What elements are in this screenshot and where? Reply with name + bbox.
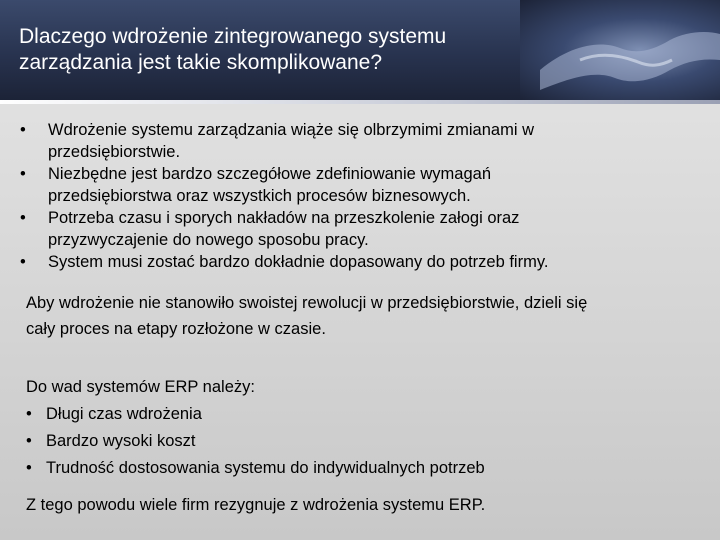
disadvantages-heading [26,374,696,400]
handshake-icon [520,0,720,100]
list-item [26,428,485,455]
paragraph-line: cały proces na etapy rozłożone w czasie. [26,320,326,338]
list-item-text: przyzwyczajenie do nowego sposobu pracy. [48,231,369,249]
list-item-text: Potrzeba czasu i sporych nakładów na przeszkolenie załogi oraz [48,209,520,227]
list-item-text: przedsiębiorstwa oraz wszystkich procesów biznesowych. [48,187,471,205]
list-item-text: Trudność dostosowania systemu do indywidualnych potrzeb [46,459,485,477]
slide-content [0,104,720,540]
list-item-text: Wdrożenie systemu zarządzania wiąże się olbrzymimi zmianami w [48,121,534,139]
conclusion-text: Z tego powodu wiele firm rezygnuje z wdrożenia systemu ERP. [26,496,486,514]
list-item [20,251,690,273]
bullet-icon: • [20,209,26,227]
list-item-text: przedsiębiorstwie. [48,143,181,161]
disadvantages-list [26,401,485,482]
title-line-2: zarządzania jest takie skomplikowane? [19,51,383,74]
handshake-photo [520,0,720,100]
list-item-text: Bardzo wysoki koszt [46,432,196,450]
bullet-icon: • [26,432,32,450]
bullet-icon: • [20,121,26,139]
reasons-list [20,119,690,273]
bullet-icon: • [26,459,32,477]
bullet-icon: • [26,405,32,423]
process-paragraph [26,290,696,342]
list-item [20,207,690,251]
list-item-text: Niezbędne jest bardzo szczegółowe zdefiniowanie wymagań [48,165,492,183]
paragraph-line: Aby wdrożenie nie stanowiło swoistej rewolucji w przedsiębiorstwie, dzieli się [26,294,588,312]
list-item [26,401,485,428]
bullet-icon: • [20,165,26,183]
list-item [20,119,690,163]
list-item [26,455,485,482]
slide-title [19,24,539,76]
title-banner [0,0,720,100]
list-item-text: Długi czas wdrożenia [46,405,202,423]
list-item [20,163,690,207]
title-line-1: Dlaczego wdrożenie zintegrowanego systemu [19,25,447,48]
heading-text: Do wad systemów ERP należy: [26,378,255,396]
conclusion-paragraph [26,492,696,518]
list-item-text: System musi zostać bardzo dokładnie dopasowany do potrzeb firmy. [48,253,549,271]
bullet-icon: • [20,253,26,271]
